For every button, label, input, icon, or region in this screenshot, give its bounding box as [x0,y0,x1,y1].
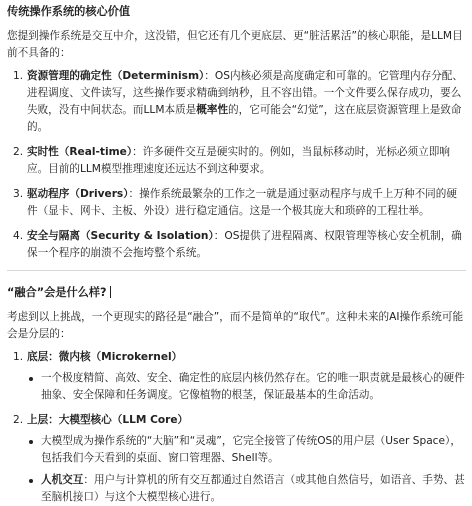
bullet-text: ：用户与计算机的所有交互都通过自然语言（或其他自然信号，如语音、手势、甚至脑机接口）与这个大模型核心进行。 [41,474,465,503]
sub-bullet [27,472,466,506]
item-text-cont: 的，它可能会“幻觉”，这在底层资源管理上是致命的。 [27,104,462,133]
item-term: 底层：微内核（Microkernel） [27,351,183,363]
core-value-list [7,68,466,262]
list-item [7,144,466,178]
list-item [7,186,466,220]
sub-bullet: 一个极度精简、高效、安全、确定性的底层内核仍然存在。它的唯一职责就是最核心的硬件抽象、安全保障和任务调度。它像植物的根茎，保证最基本的生命活动。 [27,370,466,404]
item-text: ：OS内核必须是高度确定和可靠的。它管理内存分配、进程调度、文件读写，这些操作要求精确到纳秒，且不容出错。一个文件要么保存成功，要么失败，没有中间状态。而LLM本质是 [27,70,463,116]
item-text: ：操作系统最繁杂的工作之一就是通过驱动程序与成千上万种不同的硬件（显卡、网卡、主板、外设）进行稳定通信。这是一个极其庞大和琐碎的工程壮举。 [27,188,457,217]
bullet-lead: 人机交互 [41,474,84,486]
item-text: ：OS提供了进程隔离、权限管理等核心安全机制，确保一个程序的崩溃不会拖垮整个系统。 [27,230,462,259]
item-text: ：许多硬件交互是硬实时的。例如，当鼠标移动时，光标必须立即响应。目前的LLM模型推理速度还远达不到这种要求。 [27,146,450,175]
item-emphasis: 概率性 [196,104,229,116]
section-title-core-value: 传统操作系统的核心价值 [7,5,131,18]
section-divider [7,270,466,271]
section-intro: 您提到操作系统是交互中介，这没错，但它还有几个更底层、更“脏活累活”的核心职能，是LLM目前不具备的： [7,30,463,59]
item-term: 驱动程序（Drivers） [27,188,129,200]
list-item [7,349,466,404]
list-number: 1. [13,351,24,363]
list-number: 4. [13,230,24,242]
list-number: 2. [13,146,24,158]
text-cursor [110,286,111,298]
item-term: 上层：大模型核心（LLM Core） [27,414,189,426]
fusion-layer-list [7,349,466,506]
section-title-fusion [7,285,466,301]
item-term: 安全与隔离（Security & Isolation） [27,230,214,242]
list-item [7,228,466,262]
sub-bullet: 大模型成为操作系统的“大脑”和“灵魂”，它完全接管了传统OS的用户层（User Space），包括我们今天看到的桌面、窗口管理器、Shell等。 [27,433,466,467]
list-item [7,412,466,506]
list-number: 2. [13,414,24,426]
list-item [7,68,466,136]
section-intro: 考虑到以上挑战，一个更现实的路径是“融合”，而不是简单的“取代”。这种未来的AI操作系统可能会是分层的： [7,311,464,340]
section-title-text: “融合”会是什么样? [7,286,107,299]
item-term: 实时性（Real-time） [27,146,133,158]
list-number: 3. [13,188,24,200]
sub-bullet-list [27,433,466,506]
item-term: 资源管理的确定性（Determinism） [27,70,205,82]
list-number: 1. [13,70,24,82]
sub-bullet-list [27,370,466,404]
